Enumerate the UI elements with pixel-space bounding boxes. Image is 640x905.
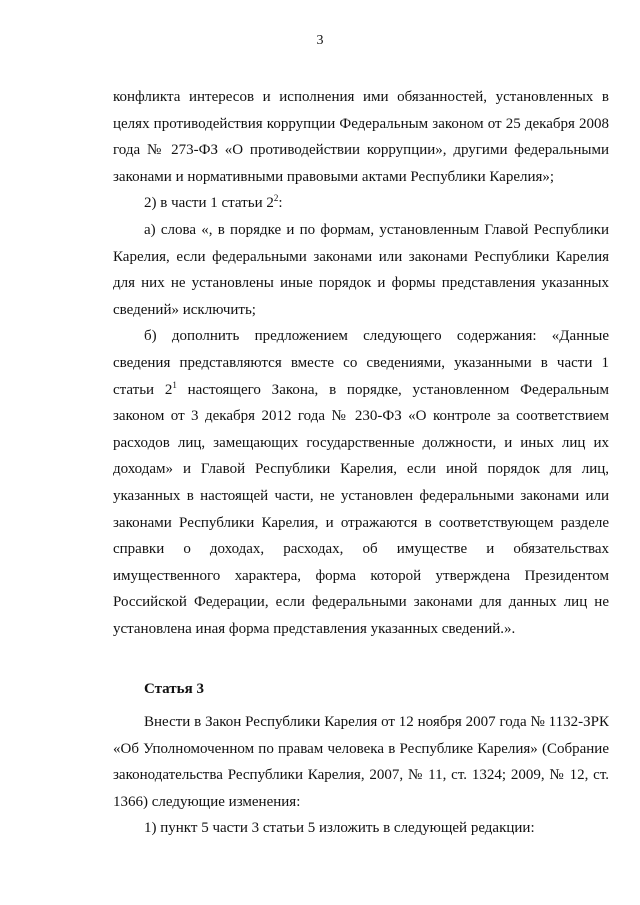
paragraph-item-2 bbox=[113, 190, 609, 217]
subitem-b-superscript: 1 bbox=[172, 379, 177, 390]
document-body bbox=[113, 84, 609, 842]
paragraph-item-1: 1) пункт 5 части 3 статьи 5 изложить в следующей редакции: bbox=[144, 820, 535, 837]
paragraph-subitem-a: а) слова «, в порядке и по формам, установленным Главой Республики Карелия, если федеральными законами или законами Республики Карелия для них не установлены иные порядок и формы представления указанных сведений» исключить; bbox=[113, 221, 609, 318]
item-2-superscript: 2 bbox=[273, 193, 279, 204]
paragraph-article-3-intro: Внести в Закон Республики Карелия от 12 ноября 2007 года № 1132-ЗРК «Об Уполномоченном по правам человека в Республике Карелия» (Собрание законодательства Республики Карелия, 2007, № 11, ст. 1324; 2009, № 12, ст. 1366) следующие изменения: bbox=[113, 714, 609, 810]
subitem-b-text-start: б) дополнить предложением следующего содержания: «Данные сведения представляются вместе со сведениями, указанными в части 1 статьи 2 bbox=[113, 328, 609, 398]
page-number: 3 bbox=[316, 33, 324, 48]
paragraph-subitem-b bbox=[113, 323, 609, 642]
item-2-text: 2) в части 1 статьи 2 bbox=[144, 195, 274, 212]
article-title: Статья 3 bbox=[144, 681, 204, 698]
item-2-colon: : bbox=[278, 195, 283, 212]
subitem-b-text-end: настоящего Закона, в порядке, установленном Федеральным законом от 3 декабря 2012 года № 230-ФЗ «О контроле за соответствием расходов лиц, замещающих государственные должности, и иных лиц их доходам» и Главой Республики Карелия, если иной порядок для лиц, указанных в настоящей части, не установлен федеральными законами или законами Республики Карелия, и отражаются в соответствующем разделе справки о доходах, расходах, об имуществе и обязательствах имущественного характера, форма которой утверждена Президентом Российской Федерации, если федеральными законами для данных лиц не установлена иная форма представления указанных сведений.». bbox=[113, 381, 609, 637]
paragraph-conflict-of-interest: конфликта интересов и исполнения ими обязанностей, установленных в целях противодействия коррупции Федеральным законом от 25 декабря 2008 года № 273-ФЗ «О противодействии коррупции», другими федеральными законами и нормативными правовыми актами Республики Карелия»; bbox=[113, 89, 609, 185]
